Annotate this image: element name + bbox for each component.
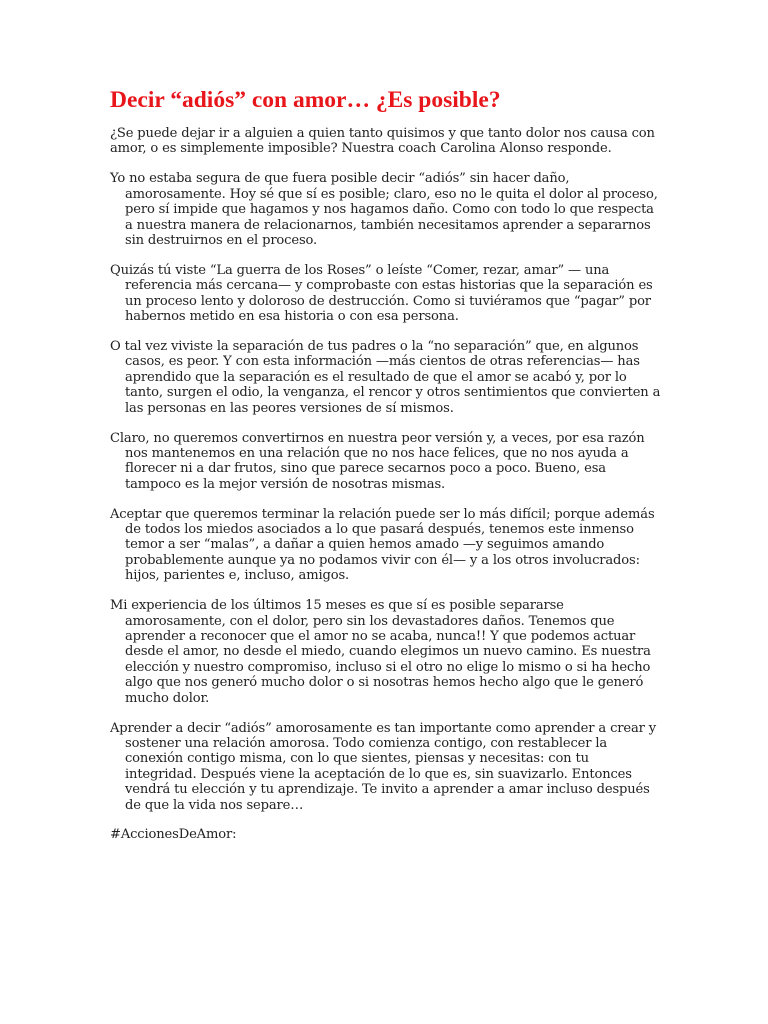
document-page xyxy=(110,86,662,857)
body-paragraph: Mi experiencia de los últimos 15 meses es que sí es posible separarse amorosamente, con el dolor, pero sin los devastadores daños. Tenemos que aprender a reconocer que el amor no se acaba, nunca!! Y que podemos actuar desde el amor, no desde el miedo, cuando elegimos un nuevo camino. Es nuestra elección y nuestro compromiso, incluso si el otro no elige lo mismo o si ha hecho algo que nos generó mucho dolor o si nosotras hemos hecho algo que le generó mucho dolor. xyxy=(110,598,651,706)
body-paragraph: Aprender a decir “adiós” amorosamente es tan importante como aprender a crear y sostener una relación amorosa. Todo comienza contigo, con restablecer la conexión contigo misma, con lo que sientes, piensas y necesitas: con tu integridad. Después viene la aceptación de lo que es, sin suavizarlo. Entonces vendrá tu elección y tu aprendizaje. Te invito a aprender a amar incluso después de que la vida nos separe… xyxy=(110,720,656,813)
hashtag-line: #AccionesDeAmor: xyxy=(110,827,237,843)
article-title: Decir “adiós” con amor… ¿Es posible? xyxy=(110,87,501,113)
body-paragraph: Claro, no queremos convertirnos en nuestra peor versión y, a veces, por esa razón nos mantenemos en una relación que no nos hace felices, que no nos ayuda a florecer ni a dar frutos, sino que parece secarnos poco a poco. Bueno, esa tampoco es la mejor versión de nosotras mismas. xyxy=(110,430,645,492)
intro-paragraph: ¿Se puede dejar ir a alguien a quien tanto quisimos y que tanto dolor nos causa con amor, o es simplemente imposible? Nuestra coach Carolina Alonso responde. xyxy=(110,126,655,157)
body-paragraph: O tal vez viviste la separación de tus padres o la “no separación” que, en algunos casos, es peor. Y con esta información —más cientos de otras referencias— has aprendido que la separación es el resultado de que el amor se acabó y, por lo tanto, surgen el odio, la venganza, el rencor y otros sentimientos que convierten a las personas en las peores versiones de sí mismos. xyxy=(110,338,661,416)
body-paragraph: Quizás tú viste “La guerra de los Roses” o leíste “Comer, rezar, amar” — una referencia más cercana— y comprobaste con estas historias que la separación es un proceso lento y doloroso de destrucción. Como si tuviéramos que “pagar” por habernos metido en esa historia o con esa persona. xyxy=(110,262,653,325)
body-paragraph: Aceptar que queremos terminar la relación puede ser lo más difícil; porque además de todos los miedos asociados a lo que pasará después, tenemos este inmenso temor a ser “malas”, a dañar a quien hemos amado —y seguimos amando probablemente aunque ya no podamos vivir con él— y a los otros involucrados: hijos, parientes e, incluso, amigos. xyxy=(110,506,655,584)
body-paragraph: Yo no estaba segura de que fuera posible decir “adiós” sin hacer daño, amorosamente. Hoy sé que sí es posible; claro, eso no le quita el dolor al proceso, pero sí impide que hagamos y nos hagamos daño. Como con todo lo que respecta a nuestra manera de relacionarnos, también necesitamos aprender a separarnos sin destruirnos en el proceso. xyxy=(110,171,658,248)
